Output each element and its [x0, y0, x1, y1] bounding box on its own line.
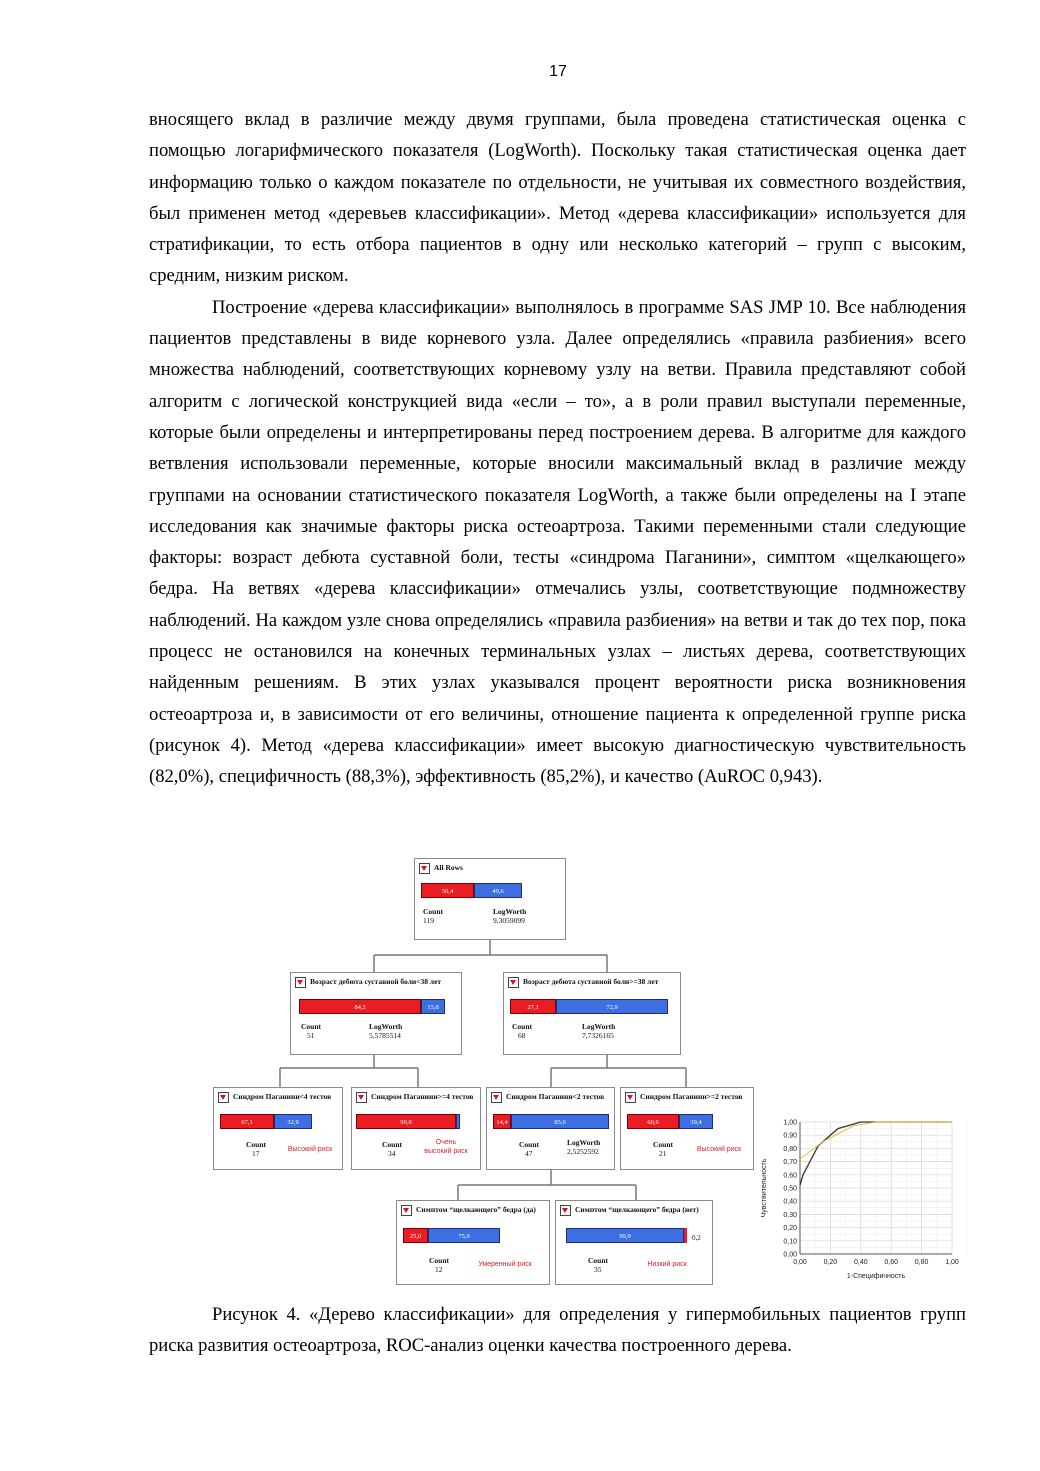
bar-blue-segment: 32,9 — [274, 1114, 312, 1129]
roc-y-tick-label: 0,60 — [783, 1172, 797, 1180]
collapse-triangle-icon[interactable] — [508, 977, 519, 988]
node-title: Синдром Паганини>=4 тестов — [371, 1092, 474, 1102]
collapse-triangle-icon[interactable] — [356, 1092, 367, 1103]
bar-blue-segment: 39,4 — [679, 1114, 713, 1129]
node-bar — [627, 1114, 745, 1129]
logworth-label: LogWorth — [369, 1022, 403, 1031]
logworth-label: LogWorth — [567, 1138, 601, 1147]
paragraph-2: Построение «дерева классификации» выполнялось в программе SAS JMP 10. Все наблюдения пациентов представлены в виде корневого узла. Далее определялись «правила разбиения» всего множества наблюдений, соответствующих корневому узлу на ветви. Правила представляют собой алгоритм с логической конструкцией вида «если – то», а в роли правил выступали переменные, которые были определены и интерпретированы перед построением дерева. В алгоритме для каждого ветвления использовали переменные, которые вносили максимальный вклад в различие между группами на основании статистического показателя LogWorth, а также были определены на I этапе исследования как значимые факторы риска остеоартроза. Такими переменными стали следующие факторы: возраст дебюта суставной боли, тесты «синдрома Паганини», симптом «щелкающего» бедра. На ветвях «дерева классификации» отмечались узлы, соответствующие подмножеству наблюдений. На каждом узле снова определялись «правила разбиения» на ветви и так до тех пор, пока процесс не остановился на конечных терминальных узлах – листьях дерева, соответствующих найденным решениям. В этих узлах указывался процент вероятности риска возникновения остеоартроза и, в зависимости от его величины, отношение пациента к определенной группе риска (рисунок 4). Метод «дерева классификации» имеет высокую диагностическую чувствительность (82,0%), специфичность (88,3%), эффективность (85,2%), и качество (AuROC 0,943). — [149, 296, 966, 788]
logworth-label: LogWorth — [493, 907, 527, 916]
logworth-value: 5,5785514 — [369, 1031, 401, 1040]
count-label: Count — [246, 1140, 267, 1149]
count-stat — [429, 1256, 449, 1274]
node-title: Симптом “щелкающего” бедра (нет) — [575, 1205, 699, 1215]
risk-line-2: высокий риск — [424, 1147, 468, 1155]
count-label: Count — [588, 1256, 609, 1265]
node-title: Возраст дебюта суставной боли<38 лет — [310, 977, 442, 987]
bar-red-segment: 99,0 — [356, 1114, 456, 1129]
tree-node-age-under-38 — [290, 972, 462, 1055]
roc-y-tick-label: 0,10 — [783, 1238, 797, 1246]
roc-y-tick-label: 0,90 — [783, 1132, 797, 1140]
risk-label: Высокий риск — [696, 1146, 742, 1153]
caption-text: Рисунок 4. «Дерево классификации» для определения у гипермобильных пациентов групп риска развития остеоартроза, ROC-анализ оценки качества построенного дерева. — [149, 1304, 966, 1357]
count-value: 21 — [659, 1149, 667, 1158]
page-number: 17 — [549, 63, 567, 80]
logworth-stat — [567, 1138, 600, 1156]
count-stat — [512, 1022, 532, 1040]
bar-blue-segment: 15,8 — [421, 999, 445, 1014]
roc-y-tick-label: 0,40 — [783, 1198, 797, 1206]
roc-x-tick-label: 0,80 — [914, 1259, 929, 1266]
roc-chart — [760, 1116, 970, 1286]
risk-label — [414, 1139, 478, 1156]
count-value: 12 — [435, 1265, 443, 1274]
bar-red-segment: 27,1 — [510, 999, 556, 1014]
count-stat — [423, 907, 443, 925]
count-value: 34 — [388, 1149, 396, 1158]
count-label: Count — [653, 1140, 674, 1149]
collapse-triangle-icon[interactable] — [625, 1092, 636, 1103]
logworth-stat — [582, 1022, 615, 1040]
tree-node-age-38-plus — [503, 972, 681, 1055]
tree-node-paganini-under-4 — [213, 1087, 343, 1170]
count-label: Count — [423, 907, 444, 916]
tree-node-snapping-hip-yes — [396, 1200, 550, 1285]
roc-x-tick-label: 0,00 — [793, 1259, 807, 1266]
roc-x-axis-label: 1-Специфичность — [846, 1273, 906, 1280]
bar-red-sliver — [684, 1228, 687, 1243]
roc-y-tick-label: 0,00 — [783, 1251, 797, 1259]
count-label: Count — [519, 1140, 540, 1149]
side-value: 0,2 — [692, 1234, 701, 1242]
count-value: 68 — [518, 1031, 526, 1040]
tree-node-paganini-under-2 — [486, 1087, 615, 1170]
logworth-value: 7,7326165 — [582, 1031, 614, 1040]
tree-node-root — [414, 858, 566, 940]
figure-caption — [149, 1299, 966, 1362]
node-title: All Rows — [434, 863, 463, 873]
roc-y-axis-label: Чувствительность — [761, 1158, 768, 1218]
collapse-triangle-icon[interactable] — [419, 863, 430, 874]
risk-label: Умеренный риск — [478, 1261, 532, 1268]
bar-red-segment: 50,4 — [421, 883, 474, 898]
logworth-stat — [369, 1022, 402, 1040]
node-title: Синдром Паганини<2 тестов — [506, 1092, 605, 1102]
collapse-triangle-icon[interactable] — [401, 1205, 412, 1216]
bar-red-segment: 84,2 — [299, 999, 421, 1014]
bar-blue-segment: 49,6 — [474, 883, 522, 898]
bar-blue-segment: 75,0 — [428, 1228, 500, 1243]
roc-x-tick-label: 0,20 — [823, 1259, 838, 1266]
roc-y-tick-label: 1,00 — [783, 1119, 797, 1127]
bar-blue-segment — [456, 1114, 460, 1129]
count-value: 119 — [423, 916, 434, 925]
tree-node-paganini-4-plus — [351, 1087, 481, 1170]
tree-node-snapping-hip-no — [555, 1200, 713, 1285]
roc-x-tick-label: 0,60 — [884, 1259, 899, 1266]
node-title: Синдром Паганини>=2 тестов — [640, 1092, 743, 1102]
count-stat — [301, 1022, 321, 1040]
count-stat — [246, 1140, 266, 1158]
paragraph-1: вносящего вклад в различие между двумя группами, была проведена статистическая оценка с помощью логарифмического показателя (LogWorth). Поскольку такая статистическая оценка дает информацию только о каждом показателе по отдельности, не учитывая их совместного воздействия, был применен метод «деревьев классификации». Метод «дерева классификации» используется для стратификации, то есть отбора пациентов в одну или несколько категорий – групп с высоким, средним, низким риском. — [149, 109, 966, 287]
count-value: 35 — [594, 1265, 602, 1274]
logworth-label: LogWorth — [582, 1022, 616, 1031]
bar-red-segment: 14,4 — [493, 1114, 511, 1129]
node-title: Симптом “щелкающего” бедра (да) — [416, 1205, 536, 1215]
bar-blue-segment: 85,6 — [511, 1114, 609, 1129]
count-stat — [653, 1140, 673, 1158]
node-bar — [299, 999, 447, 1014]
node-bar — [220, 1114, 336, 1129]
risk-line-1: Очень — [435, 1139, 457, 1146]
roc-y-tick-label: 0,50 — [783, 1185, 797, 1193]
risk-label: Высокий риск — [287, 1146, 333, 1153]
risk-label: Низкий риск — [647, 1261, 687, 1268]
bar-red-segment: 25,0 — [403, 1228, 428, 1243]
collapse-triangle-icon[interactable] — [491, 1092, 502, 1103]
collapse-triangle-icon[interactable] — [295, 977, 306, 988]
node-bar — [510, 999, 670, 1014]
count-value: 17 — [252, 1149, 260, 1158]
roc-x-tick-label: 1,00 — [945, 1259, 959, 1266]
count-label: Count — [301, 1022, 322, 1031]
logworth-value: 2,5252592 — [567, 1147, 599, 1156]
count-label: Count — [382, 1140, 403, 1149]
count-stat — [382, 1140, 402, 1158]
bar-blue-segment: 72,9 — [556, 999, 668, 1014]
bar-red-segment: 67,1 — [220, 1114, 274, 1129]
node-title: Синдром Паганини<4 тестов — [233, 1092, 332, 1102]
count-stat — [519, 1140, 539, 1158]
roc-y-tick-label: 0,30 — [783, 1211, 797, 1219]
bar-red-segment: 60,6 — [627, 1114, 679, 1129]
count-value: 51 — [307, 1031, 315, 1040]
roc-x-tick-label: 0,40 — [853, 1259, 868, 1266]
node-bar — [566, 1228, 690, 1243]
tree-node-paganini-2-plus — [620, 1087, 754, 1170]
logworth-stat — [493, 907, 526, 925]
roc-y-tick-label: 0,70 — [783, 1159, 797, 1167]
count-value: 47 — [525, 1149, 533, 1158]
logworth-value: 9,3059099 — [493, 916, 525, 925]
roc-y-tick-label: 0,80 — [783, 1145, 797, 1153]
node-bar — [403, 1228, 501, 1243]
bar-blue-segment: 99,9 — [566, 1228, 684, 1243]
node-bar — [356, 1114, 476, 1129]
node-bar — [493, 1114, 609, 1129]
node-bar — [421, 883, 525, 898]
count-label: Count — [512, 1022, 533, 1031]
collapse-triangle-icon[interactable] — [560, 1205, 571, 1216]
count-label: Count — [429, 1256, 450, 1265]
node-title: Возраст дебюта суставной боли>=38 лет — [523, 977, 659, 987]
collapse-triangle-icon[interactable] — [218, 1092, 229, 1103]
roc-y-tick-label: 0,20 — [783, 1225, 797, 1233]
count-stat — [588, 1256, 608, 1274]
